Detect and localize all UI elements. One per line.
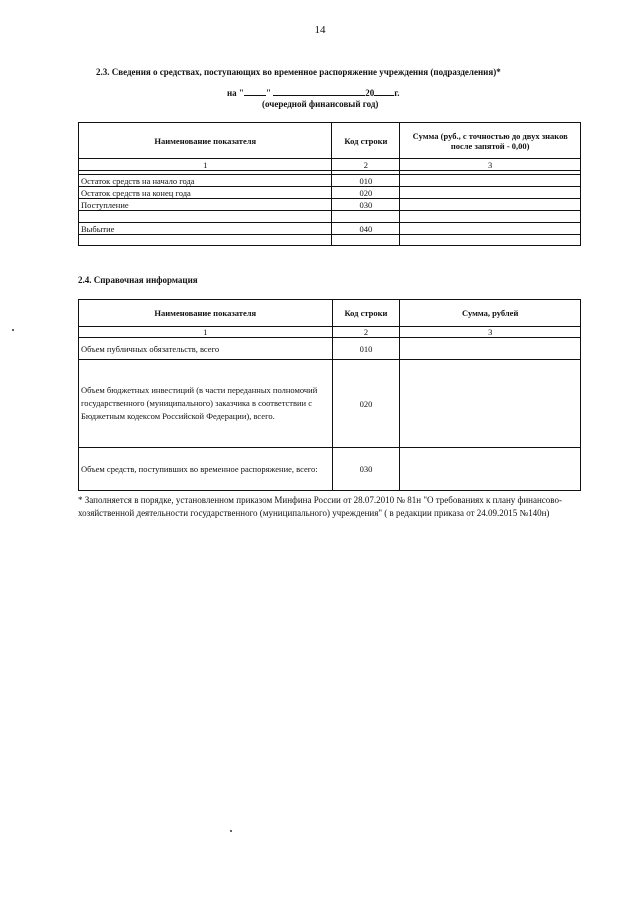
row-name	[79, 211, 332, 223]
year-prefix: 20	[365, 88, 375, 98]
row-name: Объем публичных обязательств, всего	[79, 338, 333, 360]
row-name: Остаток средств на конец года	[79, 187, 332, 199]
table-row	[79, 211, 581, 223]
month-blank	[273, 87, 365, 96]
section-2-3-title: 2.3. Сведения о средствах, поступающих во временное распоряжение учреждения (подразделения)*	[96, 67, 501, 77]
year-blank	[374, 87, 394, 96]
row-sum[interactable]	[400, 223, 581, 235]
table-header-row	[79, 123, 581, 159]
row-code: 040	[332, 223, 400, 235]
index-cell: 2	[332, 327, 400, 338]
page-number: 14	[314, 24, 326, 36]
index-cell: 2	[332, 159, 400, 171]
date-caption: (очередной финансовый год)	[262, 99, 379, 109]
index-cell: 1	[79, 327, 333, 338]
row-sum[interactable]	[400, 211, 581, 223]
index-cell: 3	[400, 327, 581, 338]
section-2-4-title: 2.4. Справочная информация	[78, 275, 198, 285]
table-row	[79, 175, 581, 187]
table-row	[79, 223, 581, 235]
row-code	[332, 211, 400, 223]
row-code: 030	[332, 199, 400, 211]
table-header-row	[79, 300, 581, 327]
date-suffix: г.	[394, 88, 400, 98]
row-code: 020	[332, 187, 400, 199]
table-row	[79, 448, 581, 491]
row-name	[79, 235, 332, 246]
table-row	[79, 187, 581, 199]
row-code: 010	[332, 338, 400, 360]
row-name: Выбытие	[79, 223, 332, 235]
row-name: Объем средств, поступивших во временное распоряжение, всего:	[79, 448, 333, 491]
table-row	[79, 360, 581, 448]
row-code: 030	[332, 448, 400, 491]
table-row	[79, 199, 581, 211]
row-name: Поступление	[79, 199, 332, 211]
date-prefix: на "	[227, 88, 244, 98]
header-row-code: Код строки	[332, 123, 400, 159]
header-row-code: Код строки	[332, 300, 400, 327]
table-row	[79, 235, 581, 246]
row-sum[interactable]	[400, 448, 581, 491]
index-cell: 1	[79, 159, 332, 171]
reference-info-table	[78, 299, 581, 491]
header-sum: Сумма, рублей	[400, 300, 581, 327]
footnote: * Заполняется в порядке, установленном приказом Минфина России от 28.07.2010 № 81н "О требованиях к плану финансово-хозяйственной деятельности государственного (муниципального) учреждения" ( в редакции приказа от 24.09.2015 №140н)	[78, 495, 562, 518]
row-sum[interactable]	[400, 360, 581, 448]
row-name: Остаток средств на начало года	[79, 175, 332, 187]
date-mid: "	[265, 88, 271, 98]
row-code: 010	[332, 175, 400, 187]
header-sum: Сумма (руб., с точностью до двух знаков после запятой - 0,00)	[400, 123, 581, 159]
header-indicator-name: Наименование показателя	[79, 123, 332, 159]
date-line	[227, 87, 400, 98]
index-cell: 3	[400, 159, 581, 171]
row-sum[interactable]	[400, 175, 581, 187]
table-row	[79, 338, 581, 360]
scan-speck	[12, 329, 14, 331]
row-sum[interactable]	[400, 187, 581, 199]
row-sum[interactable]	[400, 235, 581, 246]
header-indicator-name: Наименование показателя	[79, 300, 333, 327]
day-blank	[244, 87, 266, 96]
row-sum[interactable]	[400, 199, 581, 211]
row-sum[interactable]	[400, 338, 581, 360]
row-name: Объем бюджетных инвестиций (в части переданных полномочий государственного (муниципального) заказчика в соответствии с Бюджетным кодексом Российской Федерации), всего.	[79, 360, 333, 448]
row-code: 020	[332, 360, 400, 448]
row-code	[332, 235, 400, 246]
funds-table	[78, 122, 581, 246]
scan-speck	[230, 830, 232, 832]
table-index-row	[79, 159, 581, 171]
table-index-row	[79, 327, 581, 338]
